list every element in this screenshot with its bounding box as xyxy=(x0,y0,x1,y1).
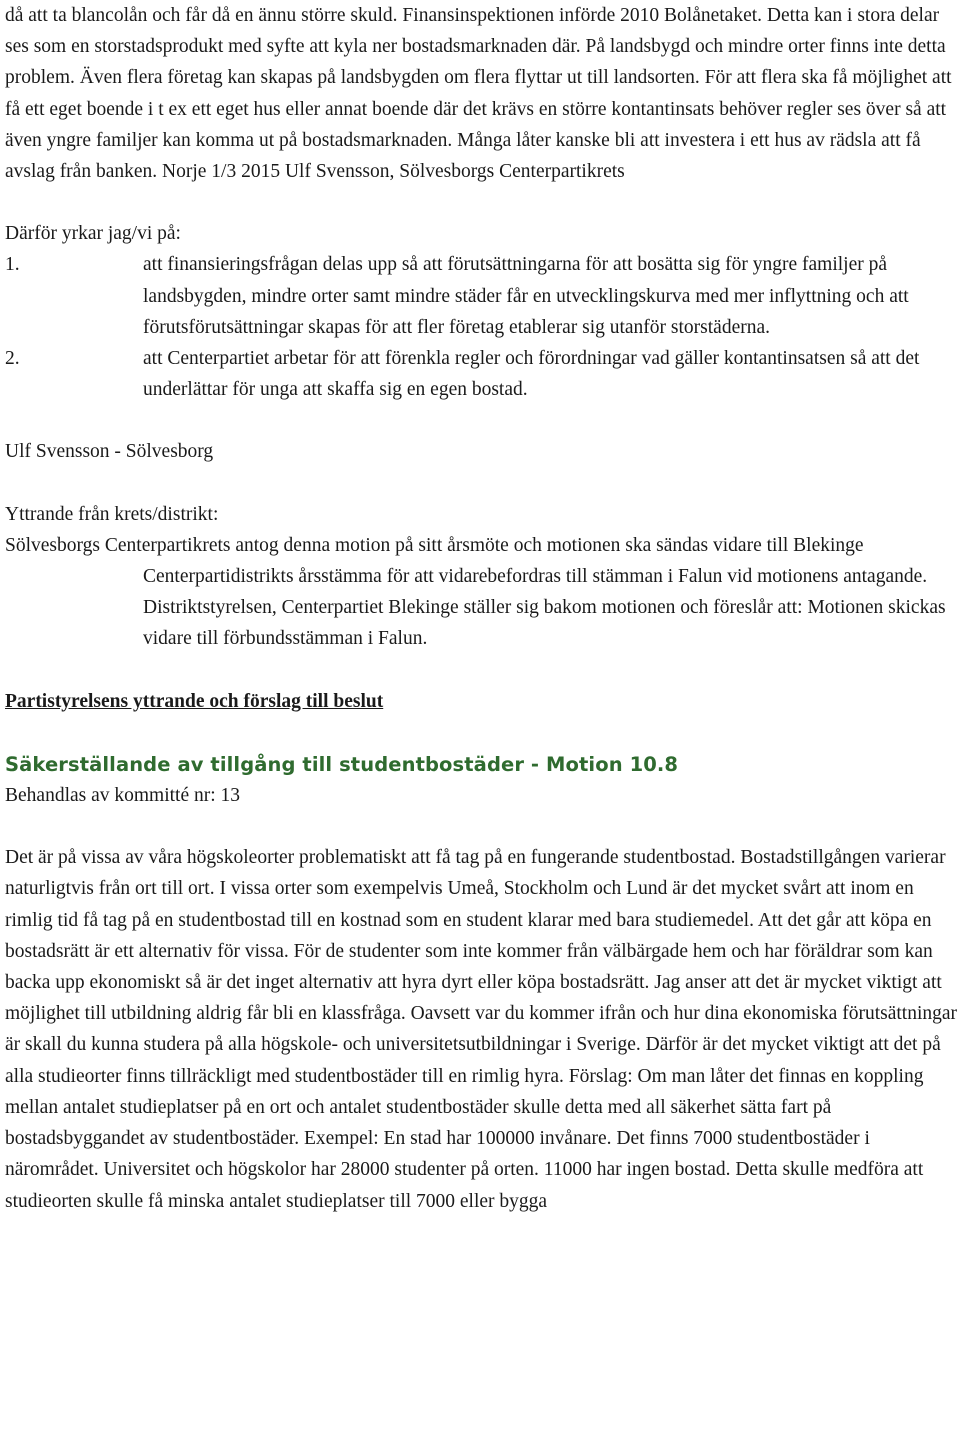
list-item xyxy=(5,343,957,405)
list-number: 2. xyxy=(5,348,20,370)
board-heading: Partistyrelsens yttrande och förslag till beslut xyxy=(5,690,384,712)
committee-line: Behandlas av kommitté nr: 13 xyxy=(5,785,241,807)
motion-title: Säkerställande av tillgång till studentbostäder - Motion 10.8 xyxy=(5,752,679,776)
list-item xyxy=(5,249,957,343)
spacer xyxy=(5,811,957,842)
list-text: att finansieringsfrågan delas upp så att förutsättningarna för att bosätta sig för yngre familjer på landsbygden, mindre orter samt mindre städer får en utvecklingskurva med mer inflyttning och att förutsförutsättningar skapas för att fler företag etablerar sig utanför storstäderna. xyxy=(143,254,909,338)
intro-paragraph: då att ta blancolån och får då en ännu större skuld. Finansinspektionen införde 2010 Bolånetaket. Detta kan i stora delar ses som en storstadsprodukt med syfte att kyla ner bostadsmarknaden där. På landsbygd och mindre orter finns inte detta problem. Även flera företag kan skapas på landsbygden om flera flyttar ut till landsorten. För att flera ska få möjlighet att få ett eget boende i t ex ett eget hus eller annat boende där det krävs en större kontantinsats behöver regler ses över så att även yngre familjer kan komma ut på bostadsmarknaden. Många låter kanske bli att investera i ett hus av rädsla att få avslag från banken. Norje 1/3 2015 Ulf Svensson, Sölvesborgs Centerpartikrets xyxy=(5,5,952,183)
document-page xyxy=(5,0,957,1217)
district-statement: Sölvesborgs Centerpartikrets antog denna motion på sitt årsmöte och motionen ska sändas vidare till Blekinge Centerpartidistrikts årsstämma för att vidarebefordras till stämman i Falun vid motionens antagande. Distriktstyrelsen, Centerpartiet Blekinge ställer sig bakom motionen och föreslår att: Motionen skickas vidare till förbundsstämman i Falun. xyxy=(5,534,946,650)
list-number: 1. xyxy=(5,254,20,276)
spacer xyxy=(5,717,957,749)
spacer xyxy=(5,468,957,499)
list-text: att Centerpartiet arbetar för att förenkla regler och förordningar vad gäller kontantinsatsen så att det underlättar för unga att skaffa sig en egen bostad. xyxy=(143,348,920,401)
spacer xyxy=(5,187,957,218)
demands-heading: Därför yrkar jag/vi på: xyxy=(5,223,181,245)
demands-list xyxy=(5,249,957,405)
author-line: Ulf Svensson - Sölvesborg xyxy=(5,441,214,463)
spacer xyxy=(5,655,957,686)
spacer xyxy=(5,405,957,436)
district-heading: Yttrande från krets/distrikt: xyxy=(5,503,219,525)
body-paragraph: Det är på vissa av våra högskoleorter problematiskt att få tag på en fungerande studentbostad. Bostadstillgången varierar naturligtvis från ort till ort. I vissa orter som exempelvis Umeå, Stockholm och Lund är det mycket svårt att inom en rimlig tid få tag på en studentbostad till en kostnad som en student klarar med bara studiemedel. Att det går att köpa en bostadsrätt är ett alternativ för vissa. För de studenter som inte kommer från välbärgade hem och har föräldrar som kan backa upp ekonomiskt så är det inget alternativ att hyra dyrt eller köpa bostadsrätt. Jag anser att det är mycket viktigt att möjlighet till utbildning aldrig får bli en klassfråga. Oavsett var du kommer ifrån och hur dina ekonomiska förutsättningar är skall du kunna studera på alla högskole- och universitetsutbildningar i Sverige. Därför är det mycket viktigt att det på alla studieorter finns tillräckligt med studentbostäder till en rimlig hyra. Förslag: Om man låter det finnas en koppling mellan antalet studieplatser på en ort och antalet studentbostäder skulle detta med all säkerhet sätta fart på bostadsbyggandet av studentbostäder. Exempel: En stad har 100000 invånare. Det finns 7000 studentbostäder i närområdet. Universitet och högskolor har 28000 studenter på orten. 11000 har ingen bostad. Detta skulle medföra att studieorten skulle få minska antalet studieplatser till 7000 eller bygga xyxy=(5,847,958,1212)
